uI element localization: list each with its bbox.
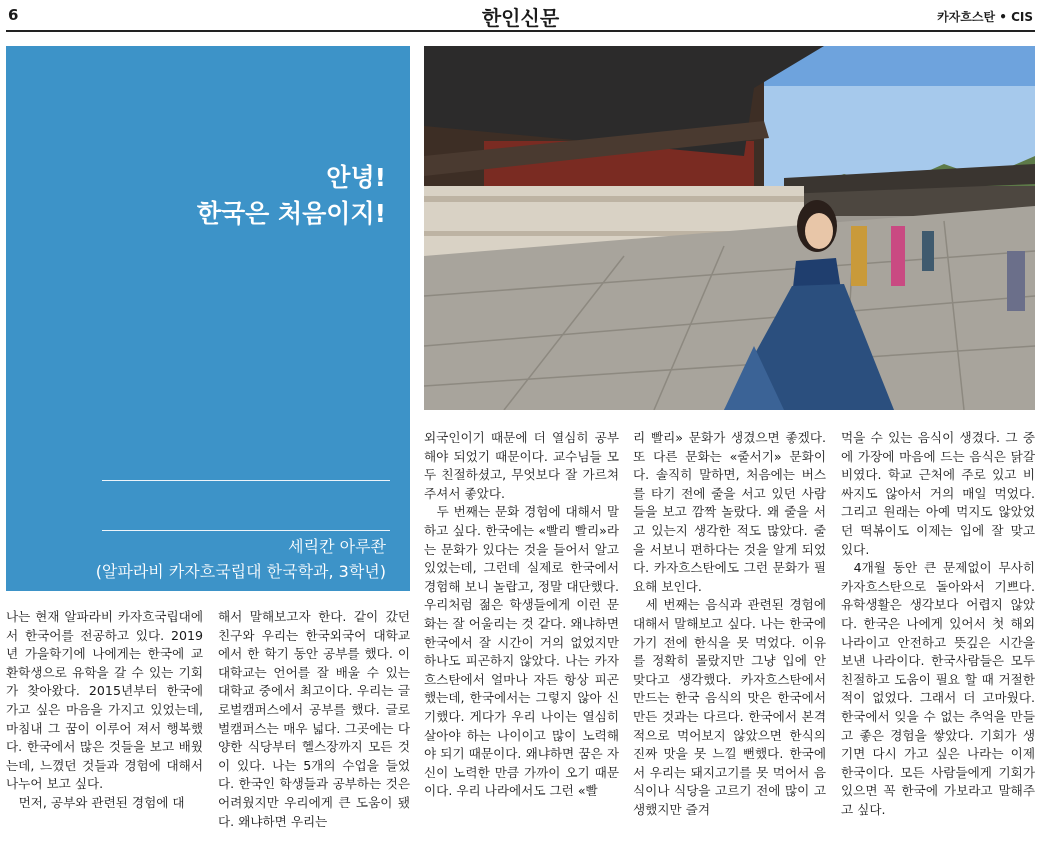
body-column-1 <box>6 608 203 813</box>
paragraph: 해서 말해보고자 한다. 같이 갔던 친구와 우리는 한국외국어 대학교에서 한 학기 동안 공부를 했다. 이 대학교는 언어를 잘 배울 수 있는 대학교 중에서 최고이다. 우리는 글로벌캠퍼스에서 공부를 했다. 글로벌캠퍼스는 매우 넓다. 그곳에는 다양한 식당부터 헬스장까지 모든 것이 있다. 나는 5개의 수업을 들었다. 한국인 학생들과 공부하는 것은 어려웠지만 우리에게 큰 도움이 됐다. 왜냐하면 우리는 <box>218 609 410 829</box>
article-title <box>197 160 386 232</box>
paragraph: 두 번째는 문화 경험에 대해서 말하고 싶다. 한국에는 «빨리 빨리»라는 문화가 있다는 것을 들어서 알고 있었는데, 그런데 실제로 한국에서 경험해 보니 놀랍고, 정말 대단했다. 우리처럼 젊은 학생들에게 이런 문화는 잘 어울리는 것 같다. 왜냐하면 한국에서 잘 시간이 거의 없었지만 하나도 피곤하지 않았다. 나는 카자흐스탄에서 얼마나 자든 항상 피곤했는데, 한국에서는 그렇지 않아 신기했다. 게다가 우리 나이는 열심히 살아야 하는 나이이고 많이 노력해야 되기 때문이다. 왜냐하면 꿈은 자신이 노력한 만큼 가까이 오기 때문이다. 우리 나라에서도 그런 «빨 <box>424 504 619 799</box>
body-column-5 <box>841 429 1035 819</box>
newspaper-masthead: 한인신문 <box>481 6 560 30</box>
title-line-2: 한국은 처음이지! <box>196 199 386 228</box>
paragraph: 4개월 동안 큰 문제없이 무사히 카자흐스탄으로 돌아와서 기쁘다. 유학생활은 생각보다 어렵지 않았다. 한국은 나에게 있어서 첫 해외 나라이고 안전하고 뜻깊은 시간을 보낸 나라이다. 한국사람들은 모두 친절하고 도움이 필요 할 때 거절한 적이 없었다. 그래서 더 고마웠다. 한국에서 잊을 수 없는 추억을 만들고 좋은 경험을 쌓았다. 기회가 생기면 다시 가고 싶은 나라는 이제 한국이다. 모든 사람들에게 기회가 있으면 꼭 한국에 가보라고 말해주고 싶다. <box>841 560 1035 817</box>
page-number: 6 <box>8 6 19 24</box>
paragraph: 나는 현재 알파라비 카자흐국립대에서 한국어를 전공하고 있다. 2019년 가을학기에 나에게는 한국에 교환학생으로 유학을 갈 수 있는 기회가 찾아왔다. 2015년부터 한국에 가고 싶은 마음을 가지고 있었는데, 마침내 그 꿈이 이루어 져서 행복했다. 한국에서 많은 것들을 보고 배웠는데, 느꼈던 것들과 경험에 대해서 나누어 보고 싶다. <box>6 609 203 792</box>
paragraph: 먼저, 공부와 관련된 경험에 대 <box>18 794 185 810</box>
header-divider <box>6 30 1035 32</box>
advisor-note: (지도: 아미르베코바 우미타이, 한국학과 전임교원) <box>110 593 386 608</box>
body-column-3 <box>424 429 619 801</box>
page-header <box>0 0 1041 30</box>
article-photo <box>424 46 1035 410</box>
author-byline <box>96 534 386 584</box>
palace-photo-image <box>424 46 1035 410</box>
title-line-1: 안녕! <box>326 163 386 192</box>
body-column-2 <box>218 608 410 831</box>
author-name: 세릭칸 아루좐 <box>288 537 386 556</box>
title-panel <box>6 46 410 608</box>
body-column-4 <box>633 429 826 819</box>
byline-divider-top <box>102 480 390 481</box>
byline-divider-bottom <box>102 530 390 531</box>
paragraph: 먹을 수 있는 음식이 생겼다. 그 중에 가장에 마음에 드는 음식은 닭갈비였다. 학교 근처에 주로 있고 비싸지도 않아서 거의 매일 먹었다. 그리고 원래는 아예 먹지도 않았었던 떡볶이도 이제는 입에 잘 맞고 있다. <box>841 430 1035 557</box>
section-label: 카자흐스탄 • CIS <box>937 10 1033 24</box>
paragraph: 리 빨리» 문화가 생겼으면 좋겠다. 또 다른 문화는 «줄서기» 문화이다. 솔직히 말하면, 처음에는 버스를 타기 전에 줄을 서고 있던 사람들을 보고 깜짝 놀랐다. 왜 줄을 서고 있는지 생각한 적도 많았다. 줄을 서보니 편하다는 것을 알게 되었다. 카자흐스탄에도 그런 문화가 필요해 보인다. <box>633 430 826 594</box>
paragraph: 세 번째는 음식과 관련된 경험에 대해서 말해보고 싶다. 나는 한국에 가기 전에 한식을 못 먹었다. 이유를 정확히 몰랐지만 그냥 입에 안 맞다고 생각했다. 카자흐스탄에서 만드는 한국 음식의 맛은 한국에서 만든 것과는 다르다. 한국에서 본격적으로 먹어보지 않았으면 한식의 진짜 맛을 못 느낄 뻔했다. 한국에서 우리는 돼지고기를 못 먹어서 음식이나 식당을 고르기 전에 많이 고생했지만 즐겨 <box>633 597 826 817</box>
paragraph: 외국인이기 때문에 더 열심히 공부해야 되었기 때문이다. 교수님들 모두 친절하셨고, 무엇보다 잘 가르쳐 주셔서 좋았다. <box>424 430 619 501</box>
author-affiliation: (알파라비 카자흐국립대 한국학과, 3학년) <box>95 562 386 581</box>
